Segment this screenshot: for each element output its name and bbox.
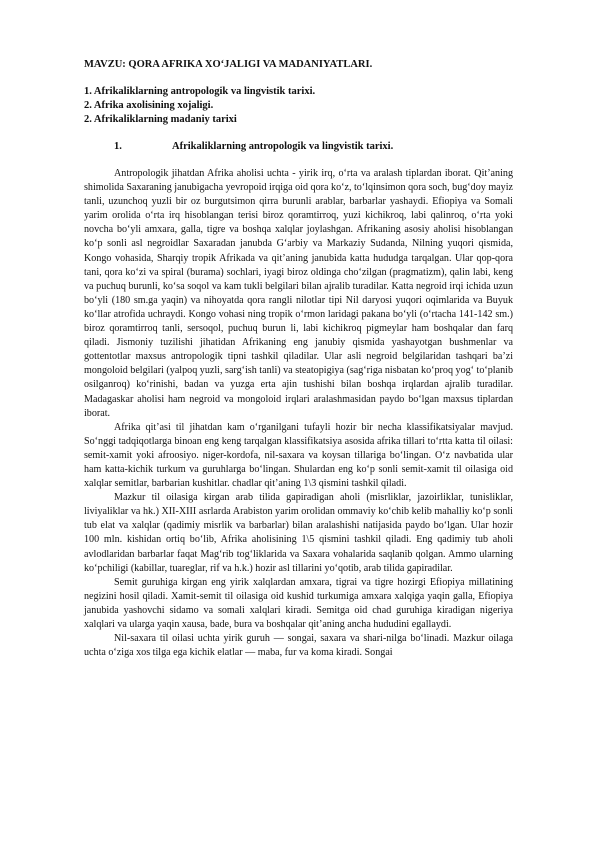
section-body <box>84 167 513 660</box>
body-paragraph: Afrika qit’asi til jihatdan kam oʻrganilgani tufayli hozir bir necha klassifikatsiyalar mavjud. Soʻnggi tadqiqotlarga binoan eng keng tarqalgan klassifikatsiya asosida afrika tillari toʻrtta katta til oilasi: semit-xamit yoki afroosiyo. niger-kordofa, nil-saxara va koysan tillariga boʻlingan. Oʻz navbatida ular ham katta-kichik turkum va guruhlarga boʻlingan. Shulardan eng koʻp sonli semit-xamit til oilasiga oid xalqlar semitlar, barbarian kushitlar. chadlar qit’aning 1\3 qismini tashkil qiladi. <box>84 421 513 490</box>
section-number: 1. <box>114 141 122 152</box>
outline-item: 2. Afrika axolisining xojaligi. <box>84 100 214 111</box>
body-paragraph: Antropologik jihatdan Afrika aholisi uchta - yirik irq, oʻrta va aralash tiplardan iborat. Qit’aning shimolida Saxaraning janubigacha yevropoid irqiga oid qora koʻz, toʻlqinsimon qora soch, bugʻdoy mayiz tanli, uzunchoq yuzli bir oz burgutsimon qirra burunli arablar, barbarlar yashaydi. Efiopiya va Somali yarim orolida oʻrta irq hisoblangan terisi biroz qoramtirroq, yuzi kichikroq, labi qalinroq, oʻrta yoki novcha boʻyli amxara, galla, tigre va boshqa xalqlar joylashgan. Afrikaning asosiy aholisi hisoblangan koʻp sonli asl negroidlar Saxaradan janubda Gʻarbiy va Markaziy Sudanda, Nilning yuqori qismida, Kongo vohasida, Sharqiy tropik Afrikada va qit’aning janubida katta hududga tarqalgan. Ular qop-qora tani, qora koʻzi va spiral (burama) sochlari, iyagi biroz oldinga choʻzilgan (pragmatizm), qalin labi, keng va puchuq burunli, koʻsa soqol va kam tukli belgilari bilan ajralib turadilar. Katta negroid irqi ichida uzun boʻyli (180 sm.ga yaqin) va nihoyatda qora rangli nilotlar tipi Nil daryosi yuqori oqimlarida va Buyuk koʻllar atrofida uchraydi. Kongo vohasi ning tropik oʻrmon laridagi pakana boʻyli (oʻrtacha 141-142 sm.) biroz qoramtirroq tanli, sersoqol, puchuq burun li, labi kichikroq pigmeylar ham boshqalar dan farq qiladi. Jismoniy tuzilishi jihatidan Afrikaning eng janubiy qismida yashayotgan bushmenlar va gottentotlar maxsus antropologik tipni tashkil qiladilar. Ular asli negroid belgilaridan tashqari ba’zi mongoloid belgilari (yalpoq yuzli, sargʻish tanli) va steatopigiya (sagʻriga nisbatan koʻproq yogʻ toʻplanib osilganroq) koʻrinishi, badan va yuzga erta ajin tushishi bilan boshqa irqlardan ajralib turadilar. Madagaskar aholisi ham negroid va mongoloid irqlari aralashmasidan paydo boʻlgan maxsus tiplardan iborat. <box>84 168 513 419</box>
body-paragraph: Nil-saxara til oilasi uchta yirik guruh — songai, saxara va shari-nilga boʻlinadi. Mazkur oilaga uchta oʻziga xos tilga ega kichik elatlar — maba, fur va koma kiradi. Songai <box>84 633 513 659</box>
outline-item: 1. Afrikaliklarning antropologik va lingvistik tarixi. <box>84 86 316 97</box>
body-paragraph: Semit guruhiga kirgan eng yirik xalqlardan amxara, tigrai va tigre hozirgi Efiopiya millatining negizini hosil qiladi. Xamit-semit til oilasiga oid kushid turkumiga amxara xalqiga yaqin galla, Efiopiya janubida yashovchi sidamo va somali xalqlari kiradi. Semitga oid chad guruhiga kiradigan nigeriya xalqlari va ularga yaqin xausa, bade, bura va boshqalar qit’aning ancha hududini egallaydi. <box>84 576 513 630</box>
body-paragraph: Mazkur til oilasiga kirgan arab tilida gapiradigan aholi (misrliklar, jazoirliklar, tunisliklar, liviyaliklar va hk.) XII-XIII asrlarda Arabiston yarim orolidan ommaviy koʻchib kelib mahalliy koʻp sonli tub elat va xalqlar (qadimiy misrlik va barbarlar) bilan aralashishi natijasida paydo boʻlgan. Ular hozir 100 mln. kishidan ortiq boʻlib, Afrika aholisining 1\5 qismini tashkil qiladi. Eng qadimiy tub aholi avlodlaridan barbarlar faqat Magʻrib togʻliklarida va Saxara vohalarida saqlanib qolgan. Ammo ularning koʻpchiligi (kabillar, tuareglar, rif va h.k.) hozir asl tillarini yoʻqotib, arab tilida gapiradilar. <box>84 492 513 574</box>
section-heading <box>84 140 513 153</box>
topic-outline <box>84 85 513 127</box>
section-title: Afrikaliklarning antropologik va lingvistik tarixi. <box>172 141 394 152</box>
document-title: MAVZU: QORA AFRIKA XOʻJALIGI VA MADANIYATLARI. <box>84 59 373 70</box>
outline-item: 2. Afrikaliklarning madaniy tarixi <box>84 114 237 125</box>
